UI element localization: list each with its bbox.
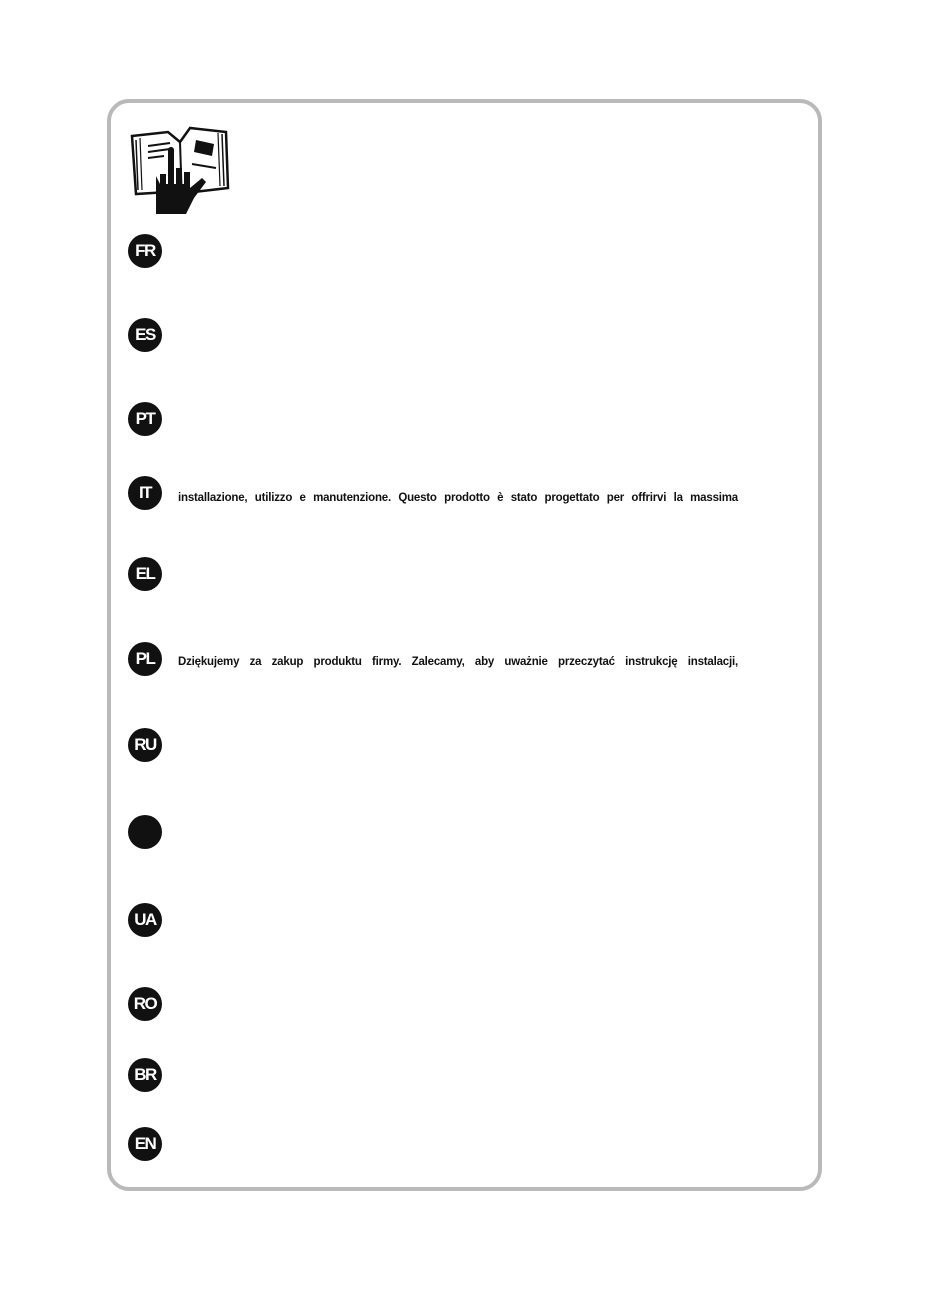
language-badge-es: ES [128,318,162,352]
language-badge-pl: PL [128,642,162,676]
language-badge-el: EL [128,557,162,591]
language-badge-ru: RU [128,728,162,762]
content-frame [107,99,822,1191]
language-badge-en: EN [128,1127,162,1161]
read-manual-icon [128,118,234,220]
language-badge-br: BR [128,1058,162,1092]
language-badge-blank [128,815,162,849]
language-text-it: installazione, utilizzo e manutenzione. Questo prodotto è stato progettato per offrirvi la massima [178,492,738,504]
language-badge-ua: UA [128,903,162,937]
language-text-pl: Dziękujemy za zakup produktu firmy. Zalecamy, aby uważnie przeczytać instrukcję instalacji, [178,656,738,668]
language-badge-pt: PT [128,402,162,436]
language-badge-ro: RO [128,987,162,1021]
language-badge-fr: FR [128,234,162,268]
language-badge-it: IT [128,476,162,510]
